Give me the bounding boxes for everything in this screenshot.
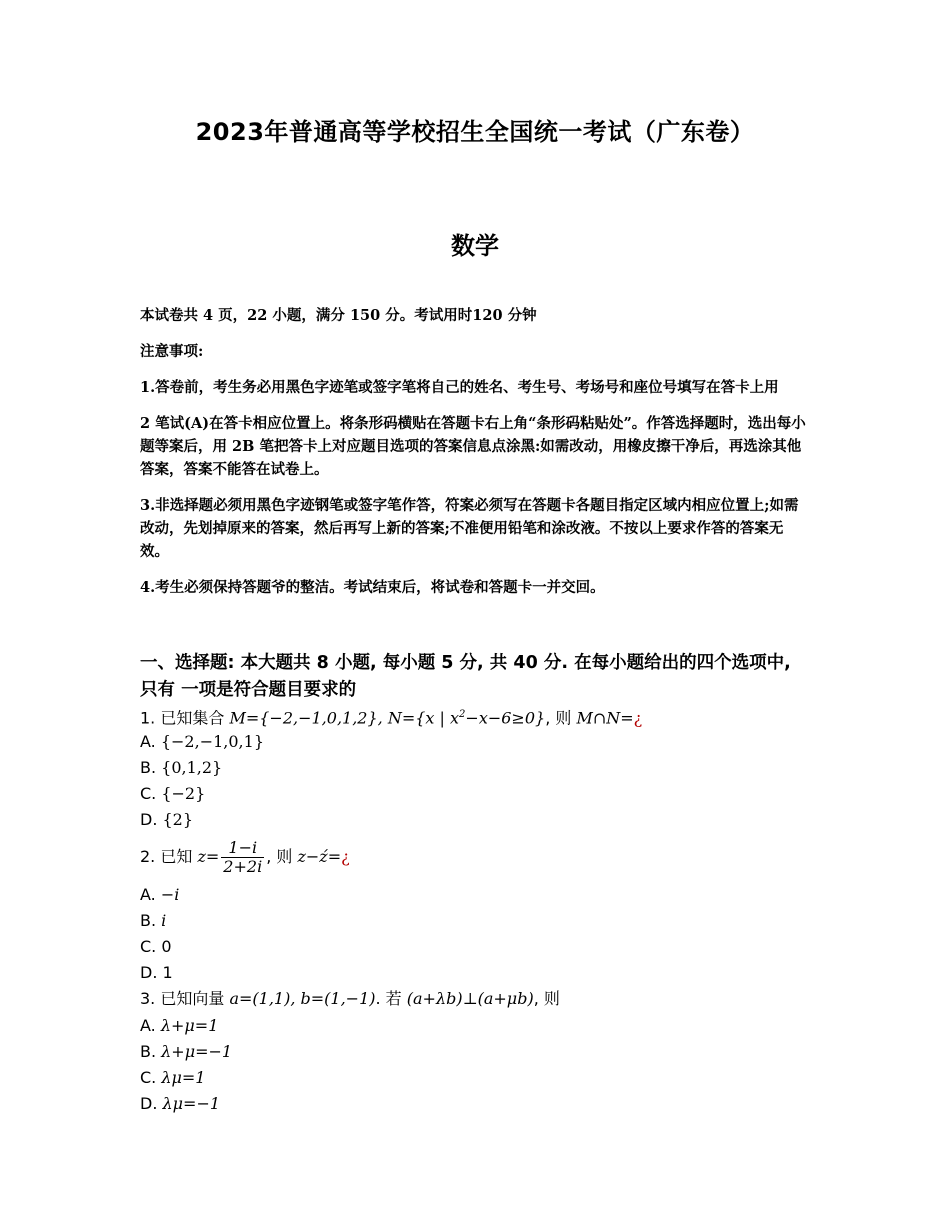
note-item-4: 4.考生必须保持答题爷的整洁。考试结束后，将试卷和答题卡一并交回。	[140, 579, 605, 596]
option-label: A.	[140, 1016, 161, 1035]
option-value: λ+μ=−1	[161, 1042, 233, 1061]
option-label: D.	[140, 810, 163, 829]
q1-mark: ¿	[633, 708, 643, 728]
note-item-1: 1.答卷前，考生务必用黑色字迹笔或签字笔将自己的姓名、考生号、考场号和座位号填写在答卡上用	[140, 379, 779, 396]
exam-title: 2023年普通高等学校招生全国统一考试（广东卷）	[195, 118, 755, 146]
option-label: B.	[140, 1042, 162, 1061]
exam-intro: 本试卷共 4 页，22 小题，满分 150 分。考试用时120 分钟	[140, 307, 537, 324]
option-value: λμ=1	[161, 1068, 206, 1087]
q3-math: a=(1,1), b=(1,−1)	[229, 989, 376, 1008]
option-value: 1	[162, 963, 173, 982]
q2-suffix: , 则	[266, 847, 298, 866]
q2-numerator: 1−i	[221, 839, 264, 858]
option-value: i	[161, 911, 167, 930]
q1-math: M={−2,−1,0,1,2}, N={x | x	[229, 708, 460, 728]
option-label: B.	[140, 758, 162, 777]
q2-option-d	[140, 962, 840, 984]
note-item-3: 3.非选择题必须用黑色字迹钢笔或签字笔作答，符案必须写在答题卡各题目指定区域内相应位置上;如需改动，先划掉原来的答案，然后再写上新的答案;不准便用铅笔和涂改液。不按以上要求作答的答案无效。	[140, 497, 799, 560]
q2-option-b	[140, 910, 840, 932]
option-label: C.	[140, 1068, 162, 1087]
q3-math-2: (a+λb)⊥(a+μb)	[406, 989, 534, 1008]
q3-option-c	[140, 1067, 840, 1089]
q1-option-a	[140, 731, 840, 753]
q2-mark: ¿	[341, 847, 350, 866]
q3-prefix: 3. 已知向量	[140, 989, 230, 1008]
exam-notes	[140, 304, 812, 612]
subject-title: 数学	[451, 232, 499, 260]
option-value: {−2}	[161, 784, 206, 803]
q2-option-a	[140, 884, 840, 906]
q1-math-2: −x−6≥0}	[465, 708, 546, 728]
section-heading: 一、选择题: 本大题共 8 小题, 每小题 5 分, 共 40 分. 在每小题给出的四个选项中, 只有 一项是符合题目要求的	[140, 653, 791, 700]
question-1-stem	[140, 704, 840, 729]
q1-option-b	[140, 757, 840, 779]
q2-denominator: 2+2i	[223, 857, 263, 876]
option-value: {−2,−1,0,1}	[160, 732, 264, 751]
option-value: λμ=−1	[162, 1094, 221, 1113]
option-label: B.	[140, 911, 162, 930]
q3-mid: . 若	[375, 989, 407, 1008]
q2-math-3: z−ź=	[297, 847, 342, 866]
note-item-2: 2 笔试(A)在答卡相应位置上。将条形码横贴在答题卡右上角“条形码粘贴处”。作答选择题时，选出每小题等案后，用 2B 笔把答卡上对应题目选项的答案信息点涂黑:如需改动，用橡皮擦干净后，再选涂其他答案，答案不能答在试卷上。	[140, 415, 806, 478]
question-2-stem	[140, 836, 840, 878]
q1-option-d	[140, 809, 840, 831]
q1-suffix: , 则	[545, 708, 577, 728]
option-label: D.	[140, 1094, 163, 1113]
q1-math-3: M∩N=	[576, 708, 634, 728]
option-label: A.	[140, 885, 161, 904]
option-value: λ+μ=1	[160, 1016, 219, 1035]
option-label: A.	[140, 732, 161, 751]
option-value: 0	[161, 937, 172, 956]
option-label: C.	[140, 937, 162, 956]
q1-prefix: 1. 已知集合	[140, 708, 230, 728]
q1-option-c	[140, 783, 840, 805]
option-value: {0,1,2}	[161, 758, 223, 777]
q3-option-a	[140, 1015, 840, 1037]
q3-option-d	[140, 1093, 840, 1115]
question-3-stem	[140, 988, 840, 1010]
q3-suffix: , 则	[533, 989, 560, 1008]
q2-var: z=	[197, 847, 220, 866]
option-value: {2}	[162, 810, 194, 829]
q3-option-b	[140, 1041, 840, 1063]
option-value: −i	[160, 885, 180, 904]
q2-prefix: 2. 已知	[140, 847, 198, 866]
q2-option-c	[140, 936, 840, 958]
option-label: C.	[140, 784, 162, 803]
q2-fraction	[221, 839, 264, 876]
option-label: D.	[140, 963, 163, 982]
notes-heading: 注意事项:	[140, 343, 204, 360]
q1-sup: 2	[459, 709, 466, 720]
